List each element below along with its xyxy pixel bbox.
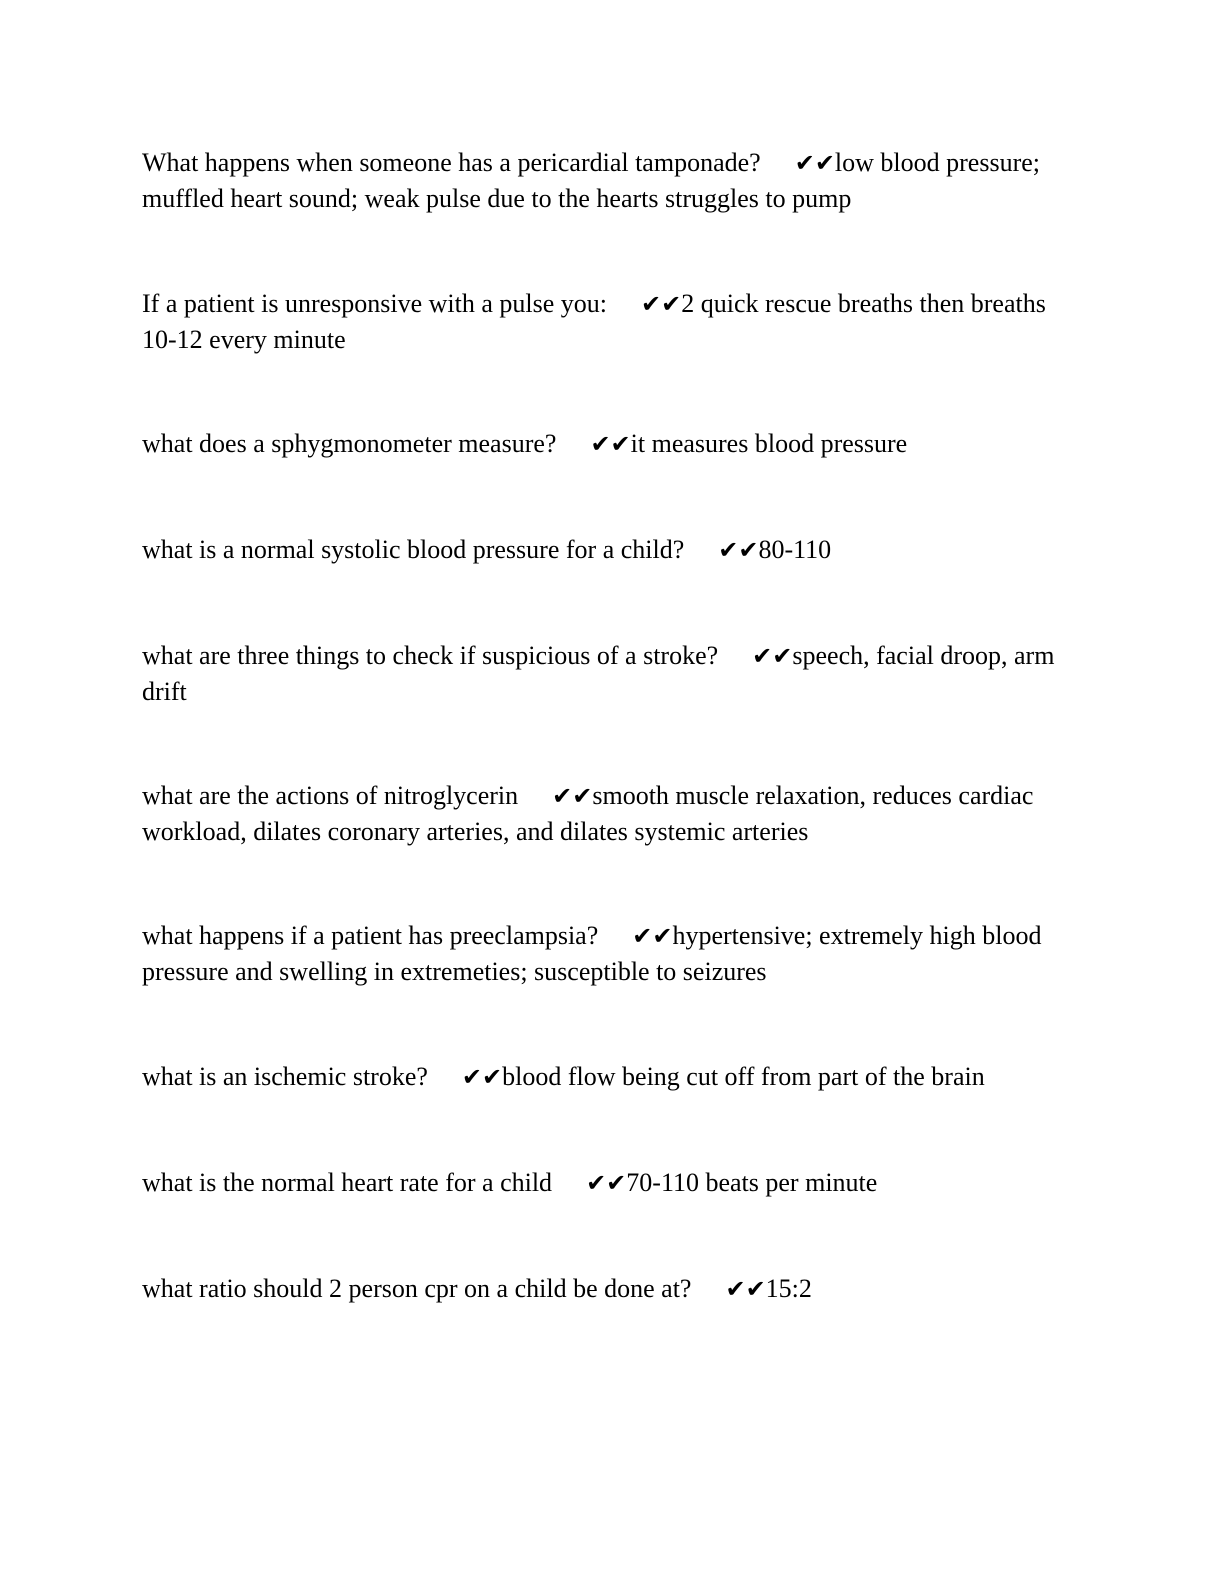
question-text: what does a sphygmonometer measure? xyxy=(142,429,557,458)
double-check-icon: ✔✔ xyxy=(725,1275,766,1303)
question-text: what is an ischemic stroke? xyxy=(142,1062,428,1091)
question-text: what happens if a patient has preeclampsia? xyxy=(142,921,599,950)
qa-item xyxy=(142,778,1082,850)
question-text: If a patient is unresponsive with a pulse you: xyxy=(142,289,608,318)
answer-text: 70-110 beats per minute xyxy=(626,1168,878,1197)
answer-text: blood flow being cut off from part of the brain xyxy=(502,1062,985,1091)
double-check-icon: ✔✔ xyxy=(552,782,593,810)
answer-text: speech, facial droop, arm drift xyxy=(142,641,1055,706)
double-check-icon: ✔✔ xyxy=(718,536,759,564)
question-text: what are three things to check if suspicious of a stroke? xyxy=(142,641,719,670)
double-check-icon: ✔✔ xyxy=(461,1063,503,1091)
qa-item xyxy=(142,1059,1082,1095)
qa-item xyxy=(142,426,1082,462)
double-check-icon: ✔✔ xyxy=(641,290,682,318)
answer-text: it measures blood pressure xyxy=(630,429,908,458)
answer-text: low blood pressure; muffled heart sound; weak pulse due to the hearts struggles to pump xyxy=(142,148,1041,213)
qa-item xyxy=(142,918,1082,990)
question-text: what is a normal systolic blood pressure for a child? xyxy=(142,535,685,564)
answer-text: hypertensive; extremely high blood pressure and swelling in extremeties; susceptible to seizures xyxy=(142,921,1042,986)
double-check-icon: ✔✔ xyxy=(590,430,631,458)
question-text: What happens when someone has a pericardial tamponade? xyxy=(142,148,761,177)
answer-text: smooth muscle relaxation, reduces cardiac workload, dilates coronary arteries, and dilates systemic arteries xyxy=(142,781,1034,846)
question-text: what are the actions of nitroglycerin xyxy=(142,781,519,810)
qa-item xyxy=(142,145,1082,217)
qa-item xyxy=(142,1271,1082,1307)
question-text: what is the normal heart rate for a child xyxy=(142,1168,553,1197)
qa-item xyxy=(142,1165,1082,1201)
answer-text: 15:2 xyxy=(765,1274,812,1303)
double-check-icon: ✔✔ xyxy=(586,1169,627,1197)
answer-text: 2 quick rescue breaths then breaths 10-12 every minute xyxy=(142,289,1046,354)
qa-item xyxy=(142,638,1082,710)
double-check-icon: ✔✔ xyxy=(752,642,793,670)
double-check-icon: ✔✔ xyxy=(794,149,835,177)
qa-item xyxy=(142,532,1082,568)
question-text: what ratio should 2 person cpr on a child be done at? xyxy=(142,1274,692,1303)
double-check-icon: ✔✔ xyxy=(632,922,673,950)
qa-item xyxy=(142,286,1082,358)
answer-text: 80-110 xyxy=(758,535,832,564)
